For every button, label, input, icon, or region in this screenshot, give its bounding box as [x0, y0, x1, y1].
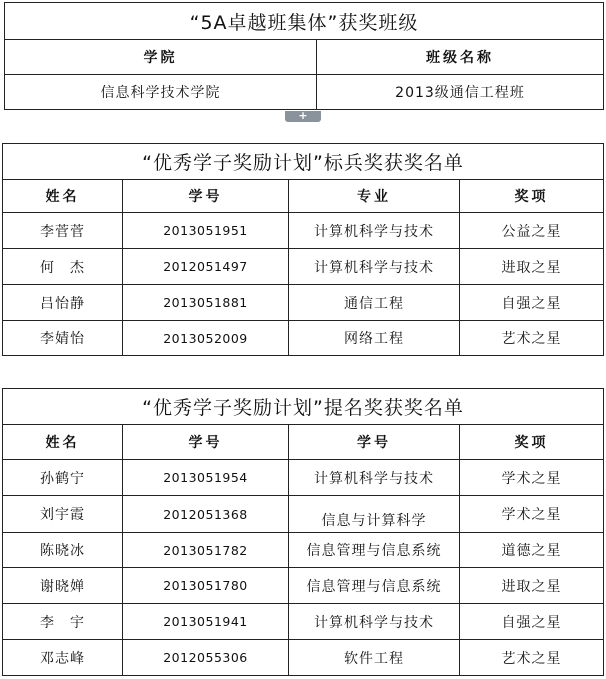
- id-cell: 2013051782: [123, 533, 289, 568]
- table-row: [3, 285, 604, 321]
- name-cell: 李婧怡: [3, 321, 123, 356]
- name-cell: 何 杰: [3, 249, 123, 285]
- expand-button[interactable]: [285, 111, 321, 122]
- major-cell: 软件工程: [289, 640, 460, 676]
- table-row: [3, 568, 604, 604]
- table-row: [3, 533, 604, 568]
- header-name: 姓名: [3, 180, 123, 213]
- award-cell: 艺术之星: [460, 640, 604, 676]
- major-cell: 计算机科学与技术: [289, 249, 460, 285]
- nominee-award-table: [2, 388, 604, 676]
- name-cell: 李菅菅: [3, 213, 123, 249]
- major-cell: 计算机科学与技术: [289, 604, 460, 640]
- model-award-table: [2, 143, 604, 356]
- table-row: [3, 213, 604, 249]
- header-id: 学号: [123, 425, 289, 460]
- table-row: [3, 249, 604, 285]
- header-college: 学院: [5, 40, 317, 75]
- header-award: 奖项: [460, 180, 604, 213]
- class-award-title: “5A卓越班集体”获奖班级: [5, 3, 604, 40]
- class-award-table: [4, 2, 604, 110]
- id-cell: 2013051941: [123, 604, 289, 640]
- id-cell: 2013051951: [123, 213, 289, 249]
- major-cell: 通信工程: [289, 285, 460, 321]
- table-row: [3, 640, 604, 676]
- major-cell: 信息管理与信息系统: [289, 533, 460, 568]
- major-cell: 信息与计算科学: [289, 496, 460, 533]
- header-name: 姓名: [3, 425, 123, 460]
- model-award-title: “优秀学子奖励计划”标兵奖获奖名单: [3, 144, 604, 180]
- id-cell: 2013052009: [123, 321, 289, 356]
- id-cell: 2013051780: [123, 568, 289, 604]
- id-cell: 2012051497: [123, 249, 289, 285]
- name-cell: 陈晓冰: [3, 533, 123, 568]
- award-cell: 艺术之星: [460, 321, 604, 356]
- header-id: 学号: [123, 180, 289, 213]
- major-cell: 计算机科学与技术: [289, 460, 460, 496]
- major-cell: 计算机科学与技术: [289, 213, 460, 249]
- name-cell: 刘宇霞: [3, 496, 123, 533]
- name-cell: 谢晓婵: [3, 568, 123, 604]
- award-cell: 公益之星: [460, 213, 604, 249]
- id-cell: 2012051368: [123, 496, 289, 533]
- award-cell: 自强之星: [460, 285, 604, 321]
- table-row: [3, 496, 604, 533]
- award-cell: 学术之星: [460, 460, 604, 496]
- award-cell: 道德之星: [460, 533, 604, 568]
- major-cell: 信息管理与信息系统: [289, 568, 460, 604]
- id-cell: 2013051881: [123, 285, 289, 321]
- name-cell: 李 宇: [3, 604, 123, 640]
- table-row: [3, 460, 604, 496]
- header-major: 学号: [289, 425, 460, 460]
- plus-icon: +: [298, 109, 308, 122]
- award-cell: 学术之星: [460, 496, 604, 533]
- header-major: 专业: [289, 180, 460, 213]
- header-award: 奖项: [460, 425, 604, 460]
- award-cell: 进取之星: [460, 249, 604, 285]
- header-class-name: 班级名称: [317, 40, 604, 75]
- major-cell: 网络工程: [289, 321, 460, 356]
- college-cell: 信息科学技术学院: [5, 75, 317, 110]
- id-cell: 2012055306: [123, 640, 289, 676]
- name-cell: 吕怡静: [3, 285, 123, 321]
- award-cell: 进取之星: [460, 568, 604, 604]
- nominee-award-title: “优秀学子奖励计划”提名奖获奖名单: [3, 389, 604, 425]
- table-row: [3, 604, 604, 640]
- name-cell: 孙鹤宁: [3, 460, 123, 496]
- id-cell: 2013051954: [123, 460, 289, 496]
- table-row: [3, 321, 604, 356]
- name-cell: 邓志峰: [3, 640, 123, 676]
- class-name-cell: 2013级通信工程班: [317, 75, 604, 110]
- award-cell: 自强之星: [460, 604, 604, 640]
